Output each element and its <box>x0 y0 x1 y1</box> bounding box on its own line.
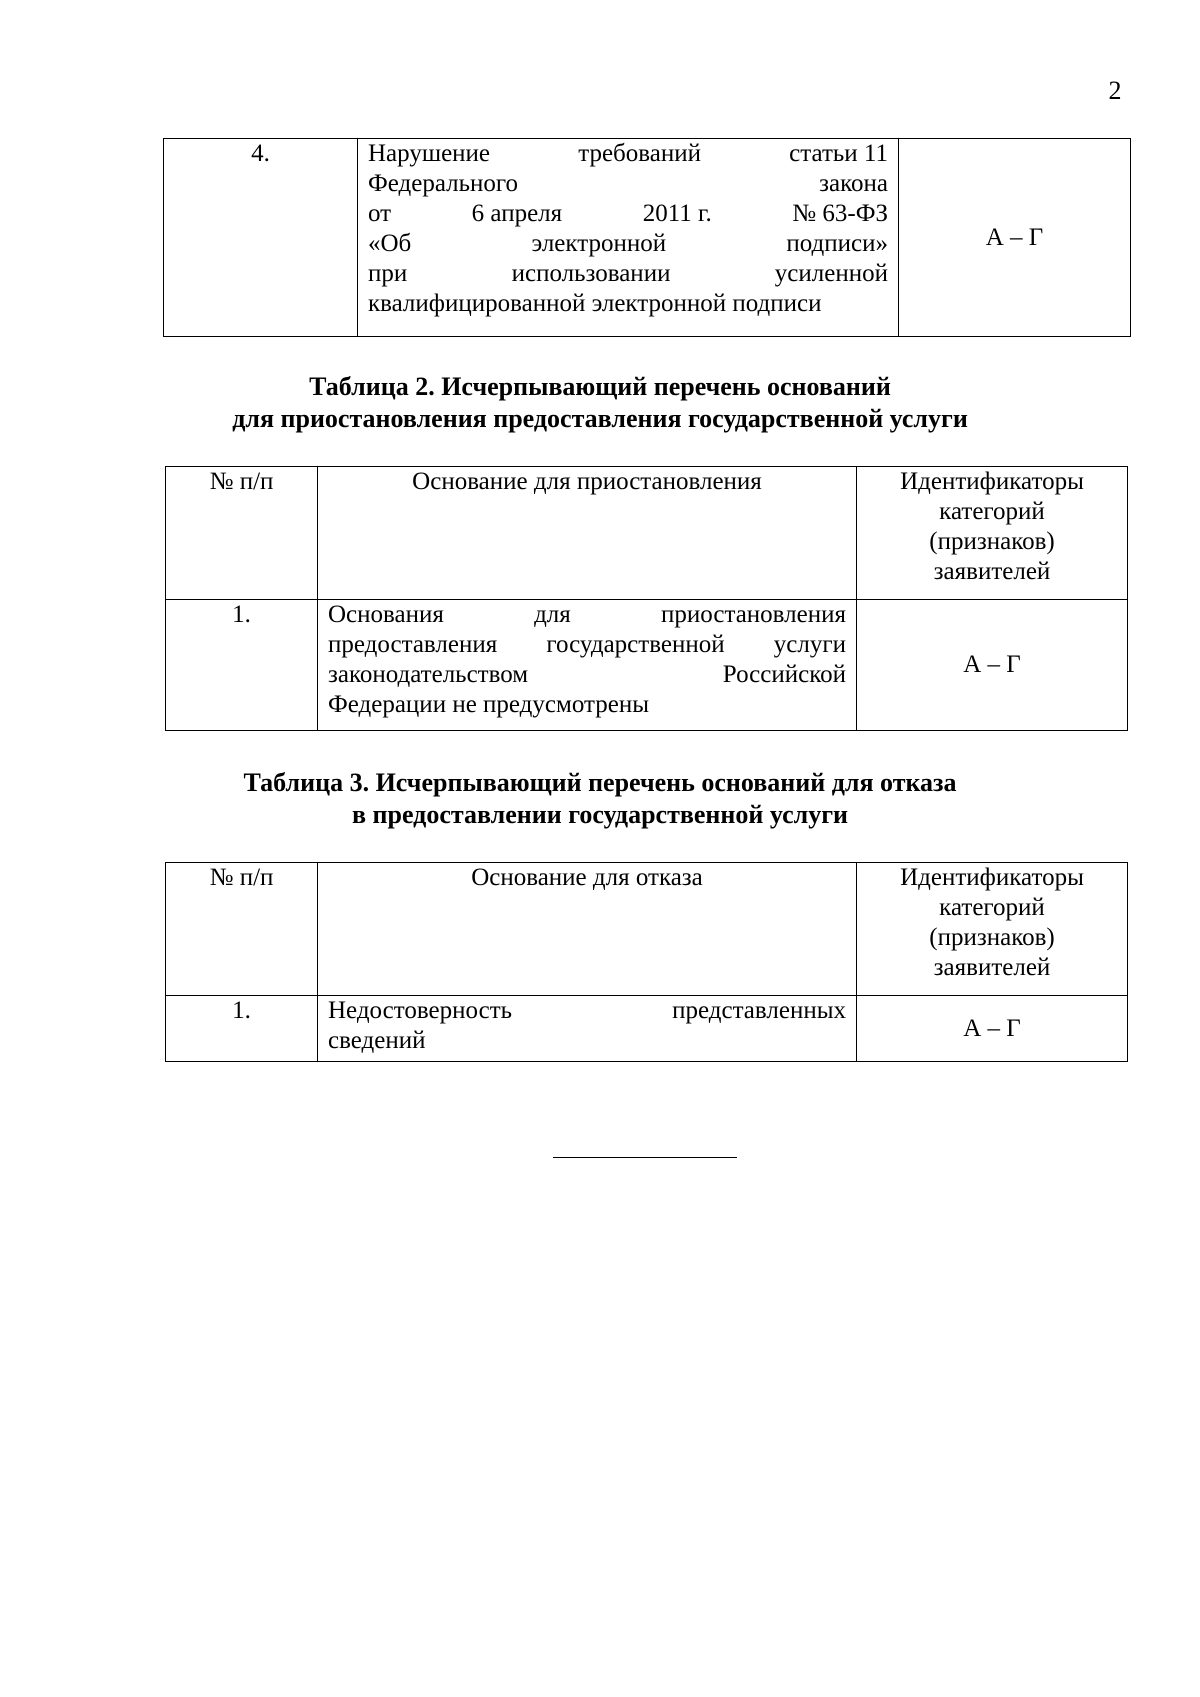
text-line <box>328 996 846 1026</box>
text-word: для <box>534 601 571 628</box>
text-word: государственной <box>546 631 725 658</box>
header-basis-cell <box>318 467 857 600</box>
text-word: статьи 11 <box>789 140 888 167</box>
header-line: Идентификаторы <box>900 468 1084 495</box>
ids-cell <box>857 600 1128 731</box>
row-number: 1. <box>232 601 251 628</box>
text-word: от <box>368 200 392 227</box>
header-basis-cell <box>318 863 857 996</box>
text-word: требований <box>578 140 701 167</box>
ids-cell <box>857 996 1128 1062</box>
text-word: 6 апреля <box>471 200 563 227</box>
text-line <box>368 169 888 199</box>
text-line <box>328 690 846 720</box>
table-3-title-line-1: Таблица 3. Исчерпывающий перечень оснований для отказа <box>243 768 957 797</box>
table-2-title-line-2: для приостановления предоставления государственной услуги <box>232 404 968 433</box>
text-word: сведений <box>328 1027 426 1054</box>
ids-value: А – Г <box>963 1014 1021 1042</box>
text-line <box>328 1026 846 1056</box>
basis-text <box>368 139 888 319</box>
text-word: Нарушение <box>368 140 491 167</box>
text-word: услуги <box>773 631 846 658</box>
text-word: усиленной <box>774 260 888 287</box>
header-line: Идентификаторы <box>900 864 1084 891</box>
text-word: Российской <box>722 661 846 688</box>
header-basis: Основание для приостановления <box>412 468 762 495</box>
text-line <box>368 259 888 289</box>
table-2-title-line-1: Таблица 2. Исчерпывающий перечень оснований <box>309 372 891 401</box>
text-word: приостановления <box>661 601 846 628</box>
text-word: «Об <box>368 230 412 257</box>
page-number: 2 <box>1108 76 1122 105</box>
table-1-continuation <box>163 138 1131 337</box>
text-word: квалифицированной электронной подписи <box>368 290 822 317</box>
text-word: использовании <box>511 260 671 287</box>
table-3 <box>165 862 1128 1062</box>
basis-cell <box>318 600 857 731</box>
table-header-row <box>166 863 1128 996</box>
text-word: Федерального <box>368 170 519 197</box>
header-line: заявителей <box>933 558 1051 585</box>
text-word: подписи» <box>786 230 888 257</box>
header-line: категорий <box>939 894 1045 921</box>
table-3-title-line-2: в предоставлении государственной услуги <box>351 800 848 829</box>
header-num-cell <box>166 467 318 600</box>
ids-value: А – Г <box>963 651 1021 678</box>
text-line <box>328 630 846 660</box>
text-line <box>368 229 888 259</box>
text-word: электронной <box>531 230 667 257</box>
basis-cell <box>358 139 899 337</box>
text-word: закона <box>819 170 888 197</box>
table-2 <box>165 466 1128 731</box>
header-line: (признаков) <box>929 528 1055 555</box>
text-line <box>328 600 846 630</box>
text-line <box>328 660 846 690</box>
text-word: Федерации не предусмотрены <box>328 691 649 718</box>
header-line: категорий <box>939 498 1045 525</box>
ids-cell <box>899 139 1131 337</box>
text-word: 2011 г. <box>642 200 712 227</box>
text-word: законодательством <box>328 661 529 688</box>
row-number-cell <box>166 996 318 1062</box>
table-row <box>166 996 1128 1062</box>
header-basis: Основание для отказа <box>471 864 703 891</box>
row-number: 4. <box>251 140 270 167</box>
table-header-row <box>166 467 1128 600</box>
header-ids <box>857 467 1127 587</box>
table-row <box>164 139 1131 337</box>
ids-value: А – Г <box>985 223 1044 251</box>
basis-text <box>328 996 846 1056</box>
text-line <box>368 139 888 169</box>
text-line <box>368 289 888 319</box>
header-ids-cell <box>857 863 1128 996</box>
header-num-cell <box>166 863 318 996</box>
row-number-cell <box>164 139 358 337</box>
basis-text <box>328 600 846 720</box>
text-word: Основания <box>328 601 444 628</box>
row-number: 1. <box>232 997 251 1024</box>
header-num: № п/п <box>209 468 274 495</box>
text-word: № 63-ФЗ <box>792 200 888 227</box>
table-row <box>166 600 1128 731</box>
header-line: (признаков) <box>929 924 1055 951</box>
text-line <box>368 199 888 229</box>
row-number-cell <box>166 600 318 731</box>
text-word: Недостоверность <box>328 997 513 1024</box>
header-num: № п/п <box>209 864 274 891</box>
end-rule <box>553 1157 737 1158</box>
text-word: представленных <box>672 997 846 1024</box>
basis-cell <box>318 996 857 1062</box>
header-ids-cell <box>857 467 1128 600</box>
table-3-title <box>0 767 1200 831</box>
header-line: заявителей <box>933 954 1051 981</box>
text-word: при <box>368 260 408 287</box>
text-word: предоставления <box>328 631 498 658</box>
table-2-title <box>0 371 1200 435</box>
header-ids <box>857 863 1127 983</box>
